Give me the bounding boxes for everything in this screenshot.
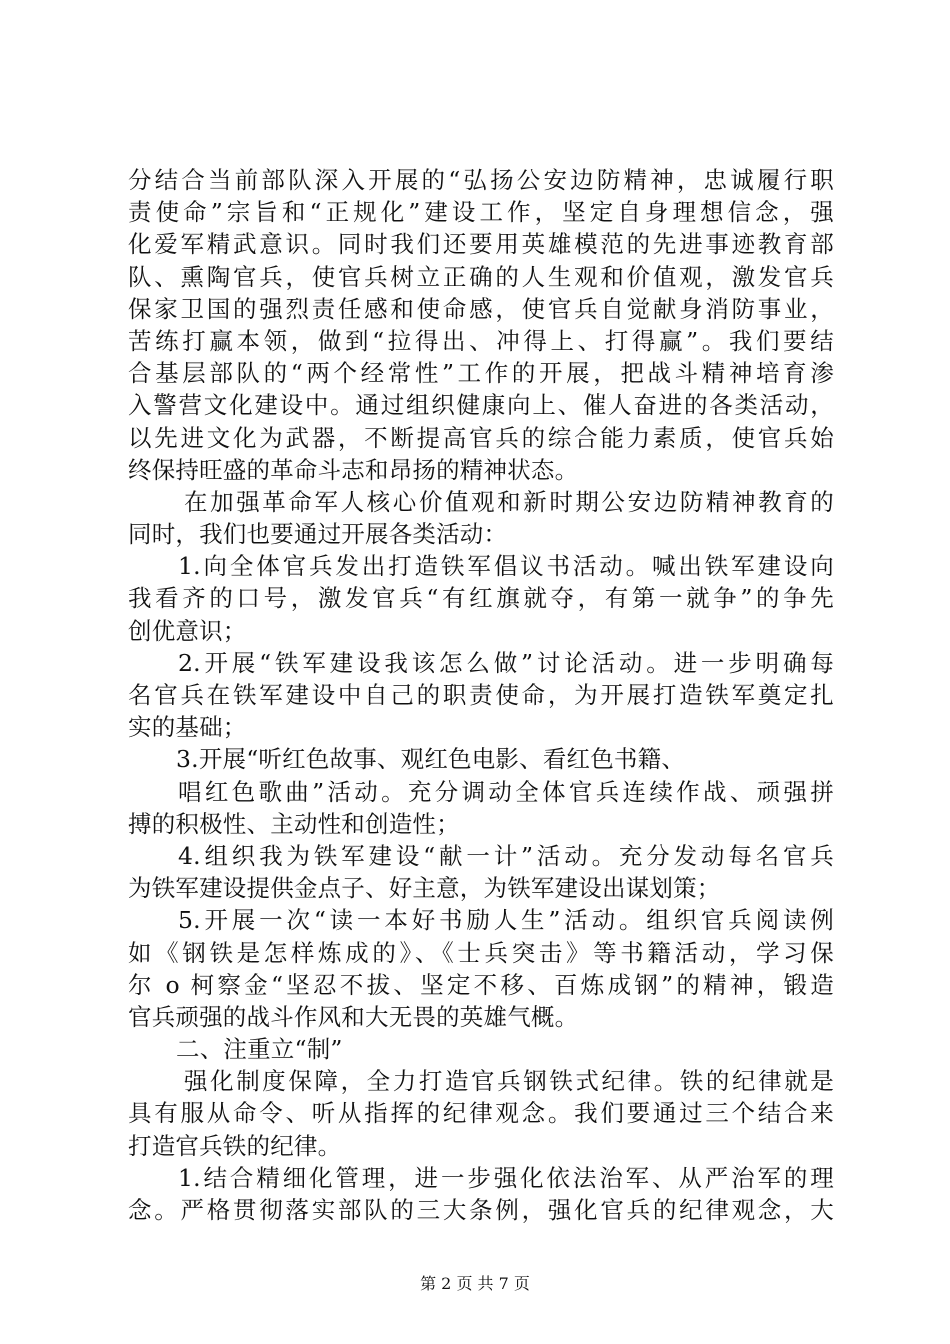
text-line: 具有服从命令、听从指挥的纪律观念。我们要通过三个结合来: [128, 1099, 834, 1128]
text-line: 保家卫国的强烈责任感和使命感，使官兵自觉献身消防事业，: [128, 294, 834, 323]
page-number-footer: 第 2 页 共 7 页: [420, 1274, 530, 1293]
text-line: 苦练打赢本领，做到“拉得出、冲得上、打得赢”。我们要结: [128, 326, 834, 355]
text-line: 唱红色歌曲”活动。充分调动全体官兵连续作战、顽强拼: [178, 777, 834, 806]
text-line: 4.组织我为铁军建设“献一计”活动。充分发动每名官兵: [178, 841, 834, 870]
text-line: 2.开展“铁军建设我该怎么做”讨论活动。进一步明确每: [178, 648, 834, 677]
text-line: 合基层部队的“两个经常性”工作的开展，把战斗精神培育渗: [128, 359, 834, 388]
text-line: 名官兵在铁军建设中自己的职责使命，为开展打造铁军奠定扎: [128, 681, 834, 709]
text-line: 念。严格贯彻落实部队的三大条例，强化官兵的纪律观念，大: [128, 1196, 834, 1224]
text-line: 终保持旺盛的革命斗志和昂扬的精神状态。: [128, 455, 579, 484]
text-line: 打造官兵铁的纪律。: [128, 1131, 342, 1160]
text-line: 二、注重立“制”: [176, 1035, 343, 1064]
text-line: 官兵顽强的战斗作风和大无畏的英雄气概。: [128, 1002, 579, 1031]
text-line: 以先进文化为武器，不断提高官兵的综合能力素质，使官兵始: [128, 423, 834, 452]
text-line: 化爱军精武意识。同时我们还要用英雄模范的先进事迹教育部: [128, 230, 834, 259]
text-line: 尔 o 柯察金“坚忍不拔、坚定不移、百炼成钢”的精神，锻造: [128, 970, 834, 999]
text-line: 5.开展一次“读一本好书励人生”活动。组织官兵阅读例: [178, 906, 834, 935]
body-text: [128, 164, 834, 1226]
text-line: 搏的积极性、主动性和创造性；: [128, 809, 460, 838]
text-line: 同时，我们也要通过开展各类活动：: [128, 520, 508, 549]
text-line: 队、熏陶官兵，使官兵树立正确的人生观和价值观，激发官兵: [128, 262, 834, 291]
text-line: 创优意识；: [128, 616, 247, 645]
text-line: 实的基础；: [128, 713, 247, 742]
text-line: 入警营文化建设中。通过组织健康向上、催人奋进的各类活动，: [128, 391, 834, 420]
text-line: 1.向全体官兵发出打造铁军倡议书活动。喊出铁军建设向: [178, 552, 834, 581]
text-line: 我看齐的口号，激发官兵“有红旗就夺，有第一就争”的争先: [128, 584, 834, 613]
text-line: 如《钢铁是怎样炼成的》、《士兵突击》等书籍活动，学习保: [128, 938, 834, 967]
text-line: 3.开展“听红色故事、观红色电影、看红色书籍、: [176, 745, 686, 774]
text-line: 为铁军建设提供金点子、好主意，为铁军建设出谋划策；: [128, 874, 721, 903]
text-line: 强化制度保障，全力打造官兵钢铁式纪律。铁的纪律就是: [184, 1067, 834, 1096]
text-line: 分结合当前部队深入开展的“弘扬公安边防精神，忠诚履行职: [128, 166, 834, 194]
text-line: 在加强革命军人核心价值观和新时期公安边防精神教育的: [184, 487, 834, 516]
text-line: 1.结合精细化管理，进一步强化依法治军、从严治军的理: [178, 1163, 834, 1192]
text-line: 责使命”宗旨和“正规化”建设工作，坚定自身理想信念，强: [128, 198, 834, 227]
